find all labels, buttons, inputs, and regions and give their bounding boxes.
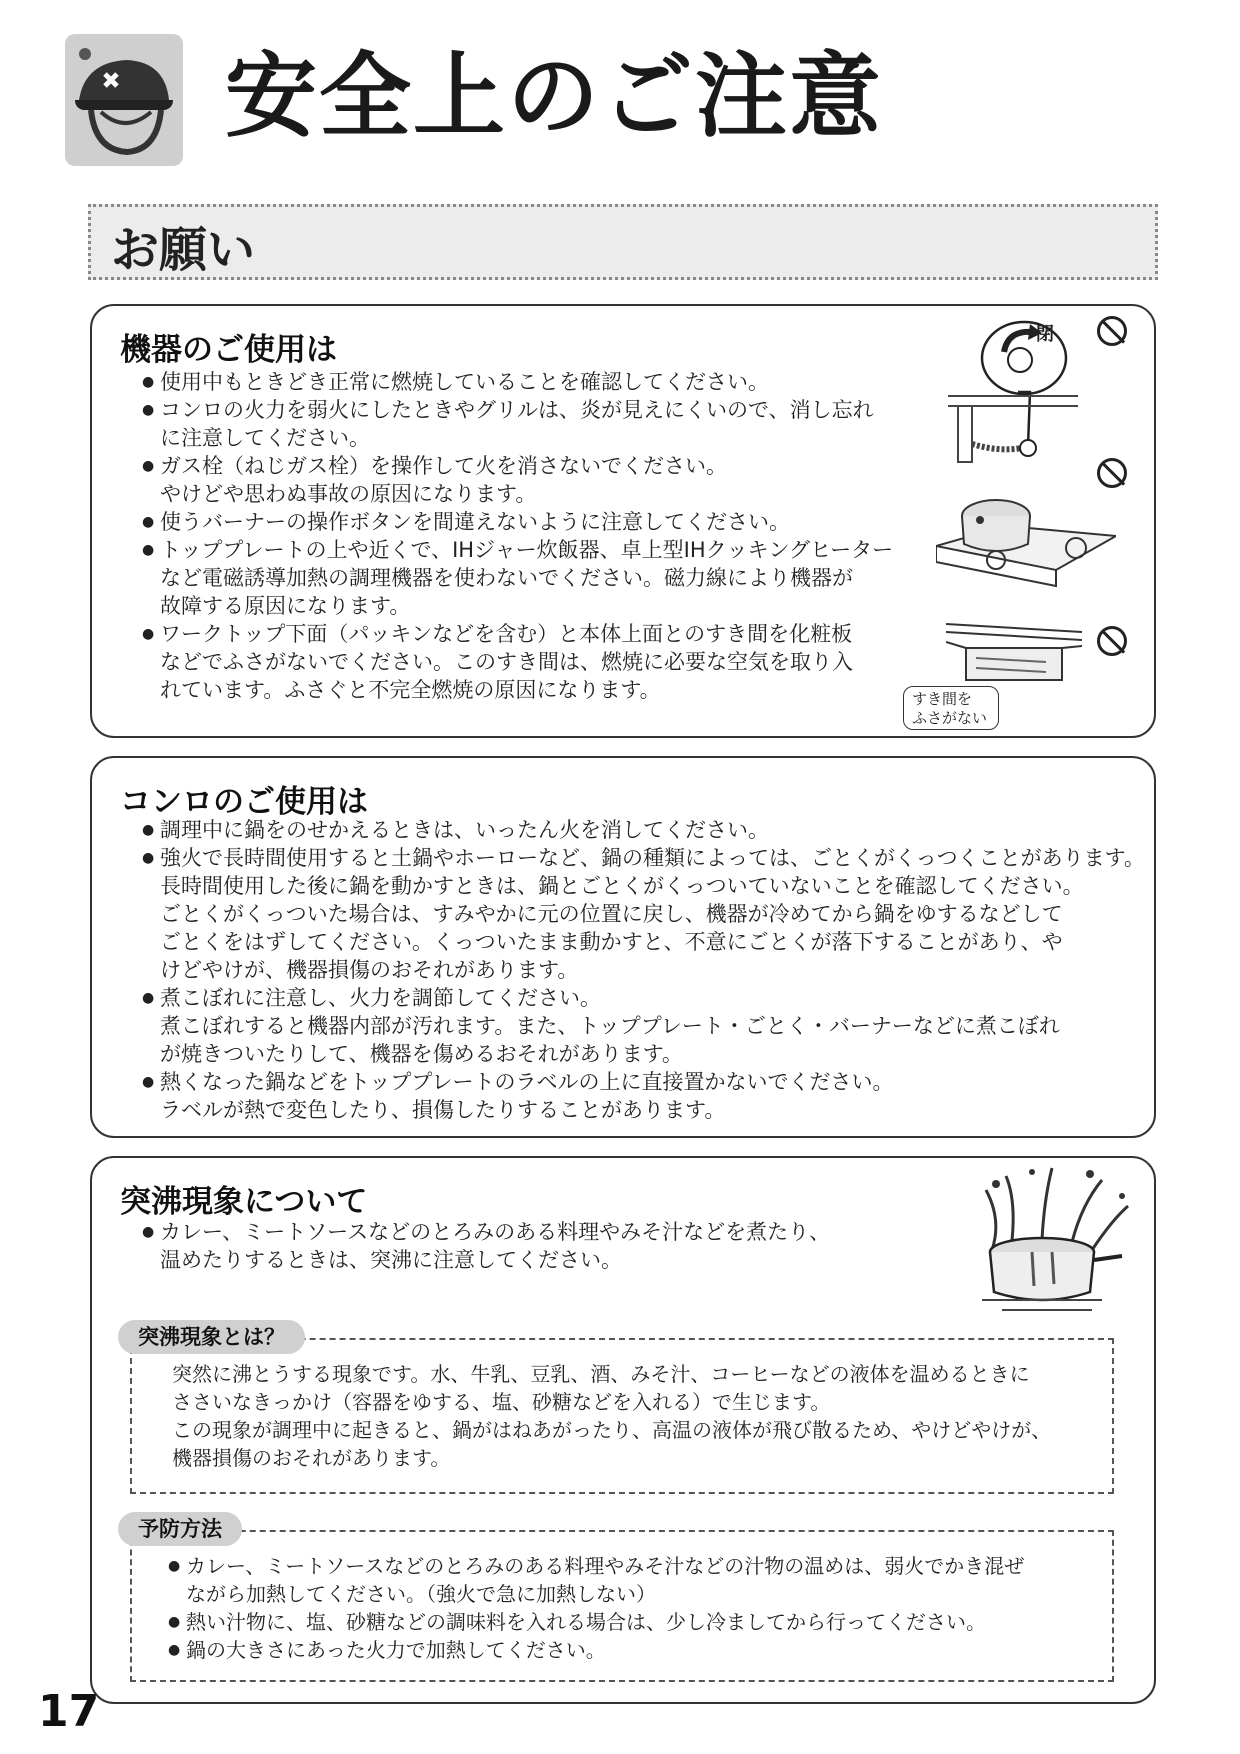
list-item: ● カレー、ミートソースなどのとろみのある料理やみそ汁などの汁物の温めは、弱火でかき混ぜ	[168, 1552, 1024, 1580]
list-item: ● カレー、ミートソースなどのとろみのある料理やみそ汁などを煮たり、	[142, 1218, 830, 1246]
stove-usage-list	[142, 816, 1145, 1124]
list-item-cont: などでふさがないでください。このすき間は、燃焼に必要な空気を取り入	[160, 650, 853, 674]
card-title: コンロのご使用は	[120, 784, 368, 820]
list-item: ● 使うバーナーの操作ボタンを間違えないように注意してください。	[142, 508, 893, 536]
list-item: ● 鍋の大きさにあった火力で加熱してください。	[168, 1636, 1024, 1664]
list-item: ● ガス栓（ねじガス栓）を操作して火を消さないでください。	[142, 452, 893, 480]
list-item-cont: 長時間使用した後に鍋を動かすときは、鍋とごとくがくっついていないことを確認してください。	[160, 874, 1084, 898]
list-item-cont: ごとくをはずしてください。くっついたまま動かすと、不意にごとくが落下することがあり、や	[160, 930, 1063, 954]
tile-dot	[79, 48, 91, 60]
list-item-cont: ごとくがくっついた場合は、すみやかに元の位置に戻し、機器が冷めてから鍋をゆするなどして	[160, 902, 1063, 926]
card-title: 突沸現象について	[120, 1184, 368, 1220]
helmet-icon	[65, 34, 183, 166]
definition-line: 機器損傷のおそれがあります。	[172, 1446, 451, 1470]
list-item: ● 熱くなった鍋などをトッププレートのラベルの上に直接置かないでください。	[142, 1068, 1145, 1096]
prevention-label: 予防方法	[118, 1512, 242, 1546]
bumping-definition-label: 突沸現象とは？	[118, 1320, 305, 1354]
list-item: ● 煮こぼれに注意し、火力を調節してください。	[142, 984, 1145, 1012]
bumping-list	[142, 1218, 830, 1274]
rice-cooker-illustration	[936, 486, 1116, 596]
bumping-definition-text	[172, 1360, 1051, 1472]
list-item: ● 調理中に鍋をのせかえるときは、いったん火を消してください。	[142, 816, 1145, 844]
list-item-cont: が焼きついたりして、機器を傷めるおそれがあります。	[160, 1042, 683, 1066]
list-item-cont: 煮こぼれすると機器内部が汚れます。また、トッププレート・ごとく・バーナーなどに煮こぼれ	[160, 1014, 1060, 1038]
page-number: 17	[38, 1686, 100, 1737]
list-item: ● トッププレートの上や近くで、IHジャー炊飯器、卓上型IHクッキングヒーター	[142, 536, 893, 564]
list-item-cont: ながら加熱してください。（強火で急に加熱しない）	[186, 1582, 656, 1606]
list-item-cont: 温めたりするときは、突沸に注意してください。	[160, 1248, 622, 1272]
list-item-cont: ラベルが熱で変色したり、損傷したりすることがあります。	[160, 1098, 726, 1122]
list-item-cont: けどやけが、機器損傷のおそれがあります。	[160, 958, 579, 982]
list-item-cont: やけどや思わぬ事故の原因になります。	[160, 482, 537, 506]
list-item-cont: 故障する原因になります。	[160, 594, 411, 618]
list-item: ● 熱い汁物に、塩、砂糖などの調味料を入れる場合は、少し冷ましてから行ってください。	[168, 1608, 1024, 1636]
list-item: ● 使用中もときどき正常に燃焼していることを確認してください。	[142, 368, 893, 396]
page-title: 安全上のご注意	[225, 42, 884, 150]
valve-close-label: 閉	[1036, 324, 1054, 345]
prohibition-icon	[1097, 316, 1127, 346]
section-header	[88, 204, 1158, 280]
gap-callout-line: ふさがない	[912, 709, 988, 727]
card-title: 機器のご使用は	[120, 332, 337, 368]
list-item: ● 強火で長時間使用すると土鍋やホーローなど、鍋の種類によっては、ごとくがくっつくことがあります。	[142, 844, 1145, 872]
card-stove-usage	[90, 756, 1156, 1138]
gas-valve-illustration	[948, 316, 1088, 466]
prohibition-icon	[1097, 458, 1127, 488]
prohibition-icon	[1097, 626, 1127, 656]
definition-line: ささいなきっかけ（容器をゆする、塩、砂糖などを入れる）で生じます。	[172, 1390, 831, 1414]
list-item-cont: れています。ふさぐと不完全燃焼の原因になります。	[160, 678, 661, 702]
boiling-pot-illustration	[972, 1160, 1132, 1320]
section-title: お願い	[111, 222, 256, 278]
list-item: ● コンロの火力を弱火にしたときやグリルは、炎が見えにくいので、消し忘れ	[142, 396, 893, 424]
definition-line: この現象が調理中に起きると、鍋がはねあがったり、高温の液体が飛び散るため、やけどやけが、	[172, 1418, 1052, 1442]
list-item-cont: に注意してください。	[160, 426, 370, 450]
prevention-text	[168, 1552, 1024, 1664]
device-usage-list	[142, 368, 893, 704]
page-header	[65, 30, 1165, 170]
gap-callout	[903, 686, 999, 730]
gap-callout-line: すき間を	[912, 690, 973, 708]
list-item: ● ワークトップ下面（パッキンなどを含む）と本体上面とのすき間を化粧板	[142, 620, 893, 648]
definition-line: 突然に沸とうする現象です。水、牛乳、豆乳、酒、みそ汁、コーヒーなどの液体を温めるときに	[172, 1362, 1030, 1386]
list-item-cont: など電磁誘導加熱の調理機器を使わないでください。磁力線により機器が	[160, 566, 853, 590]
